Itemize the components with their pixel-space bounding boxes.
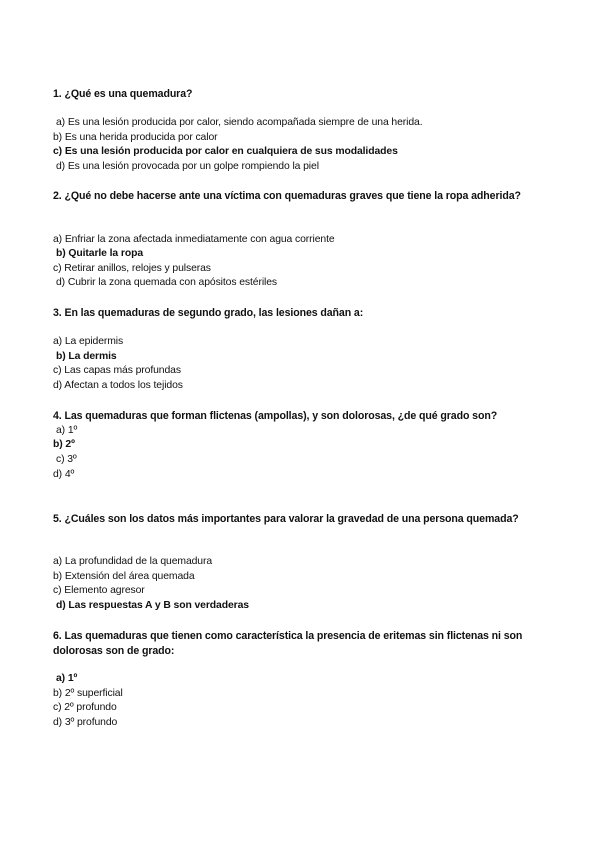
question-4-option-d: d) 4º xyxy=(53,469,75,480)
question-4-option-b: b) 2º xyxy=(53,439,75,450)
question-2-option-c: c) Retirar anillos, relojes y pulseras xyxy=(53,263,211,274)
question-2-option-d: d) Cubrir la zona quemada con apósitos estériles xyxy=(56,277,278,288)
question-5-option-c: c) Elemento agresor xyxy=(53,585,145,596)
question-5-option-a: a) La profundidad de la quemadura xyxy=(53,556,213,567)
question-3-option-d: d) Afectan a todos los tejidos xyxy=(53,380,183,391)
question-3-option-b: b) La dermis xyxy=(56,351,117,362)
question-6-option-a: a) 1º xyxy=(56,673,78,684)
question-2-option-b: b) Quitarle la ropa xyxy=(56,248,144,259)
question-1-option-b: b) Es una herida producida por calor xyxy=(53,132,218,143)
question-6-option-d: d) 3º profundo xyxy=(53,717,118,728)
question-2: 2. ¿Qué no debe hacerse ante una víctima con quemaduras graves que tiene la ropa adherida? xyxy=(53,190,521,202)
question-5-option-b: b) Extensión del área quemada xyxy=(53,571,195,582)
question-2-option-a: a) Enfriar la zona afectada inmediatamente con agua corriente xyxy=(53,234,335,245)
question-4-option-c: c) 3º xyxy=(56,454,77,465)
question-6-option-b: b) 2º superficial xyxy=(53,688,123,699)
question-1-option-d: d) Es una lesión provocada por un golpe rompiendo la piel xyxy=(56,161,319,172)
question-4: 4. Las quemaduras que forman flictenas (ampollas), y son dolorosas, ¿de qué grado son? xyxy=(53,410,498,422)
question-3: 3. En las quemaduras de segundo grado, las lesiones dañan a: xyxy=(53,307,364,319)
question-5-option-d: d) Las respuestas A y B son verdaderas xyxy=(56,600,249,611)
question-6: 6. Las quemaduras que tienen como característica la presencia de eritemas sin flictenas ni son dolorosas son de grado: xyxy=(53,630,523,657)
question-1-option-a: a) Es una lesión producida por calor, siendo acompañada siempre de una herida. xyxy=(56,117,423,128)
question-6-option-c: c) 2º profundo xyxy=(53,702,117,713)
question-3-option-a: a) La epidermis xyxy=(53,336,124,347)
question-5: 5. ¿Cuáles son los datos más importantes para valorar la gravedad de una persona quemada? xyxy=(53,513,519,525)
question-4-option-a: a) 1º xyxy=(56,425,78,436)
question-1-option-c: c) Es una lesión producida por calor en cualquiera de sus modalidades xyxy=(53,146,398,157)
question-3-option-c: c) Las capas más profundas xyxy=(53,365,181,376)
question-1: 1. ¿Qué es una quemadura? xyxy=(53,88,193,100)
